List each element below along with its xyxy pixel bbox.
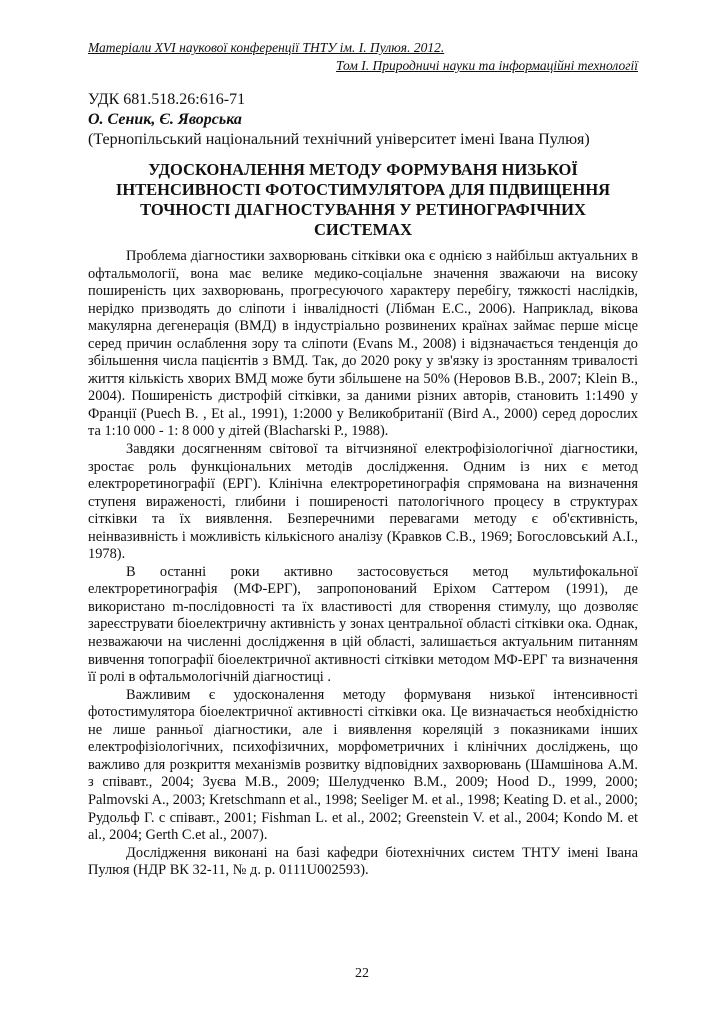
header-volume-line: Том І. Природничі науки та інформаційні технології	[335, 58, 638, 73]
running-header	[88, 40, 638, 74]
paragraph: В останні роки активно застосовується метод мультифокальної електроретинографія (МФ-ЕРГ), запропонований Еріхом Саттером (1991), де використано m-послідовності та їх властивості для створення стимулу, що дозволяє зареєструвати біоелектричну активність у зонах центральної області сітківки ока. Однак, незважаючи на численні дослідження в цій області, залишається актуальним питанням вивчення топографії біоелектричної активності сітківки методом МФ-ЕРГ та визначення її ролі в офтальмологічній діагностиці .	[88, 563, 638, 686]
authors: О. Сеник, Є. Яворська	[88, 111, 242, 128]
paragraph: Завдяки досягненням світової та вітчизняної електрофізіологічної діагностики, зростає роль функціональних методів дослідження. Одним із них є метод електроретинографії (ЕРГ). Клінічна електроретинографія спрямована на визначення ступеня вираженості, глибини і поширеності патологічного процесу в структурах сітківки та їх виявлення. Безперечними перевагами методу є об'єктивність, неінвазивність і можливість кількісного аналізу (Кравков С.В., 1969; Богословський А.І., 1978).	[88, 441, 638, 563]
article-meta	[88, 90, 638, 150]
header-conference-line: Матеріали XVI наукової конференції ТНТУ ім. І. Пулюя. 2012.	[88, 40, 445, 55]
article-body	[88, 248, 638, 880]
affiliation: (Тернопільський національний технічний університет імені Івана Пулюя)	[88, 131, 590, 148]
page-number: 22	[355, 966, 369, 981]
paragraph: Проблема діагностики захворювань сітківки ока є однією з найбільш актуальних в офтальмології, вона має велике медико-соціальне значення зважаючи на високу поширеність цих захворювань, прогресуючого характеру перебігу, тяжкості наслідків, нерідко призводять до сліпоти і інвалідності (Лібман Е.С., 2006). Наприклад, вікова макулярна дегенерація (ВМД) в індустріально розвинених країнах займає перше місце серед причин ослаблення зору та сліпоти (Evans M., 2008) і відзначається тенденція до збільшення числа пацієнтів з ВМД. Так, до 2020 року у зв'язку із зростанням тривалості життя кількість хворих ВМД може бути збільшене на 50% (Неровов В.В., 2007; Klein B., 2004). Поширеність дистрофій сітківки, за даними різних авторів, становить 1:1490 у Франції (Puech B. , Et al., 1991), 1:2000 у Великобританії (Bird A., 2000) серед дорослих та 1:10 000 - 1: 8 000 у дітей (Blacharski P., 1988).	[88, 248, 638, 440]
paragraph: Важливим є удосконалення методу формуваня низької інтенсивності фотостимулятора біоелектричної активності сітківки ока. Це визначається необхідністю не лише ранньої діагностики, але і виявлення кореляцій з показниками інших електрофізіологічних, психофізичних, морфометричних і клінічних досліджень, що важливо для розкриття механізмів розвитку відповідних захворювань (Шамшінова А.М. з співавт., 2004; Зуєва М.В., 2009; Шелудченко В.М., 2009; Hood D., 1999, 2000; Palmovski A., 2003; Kretschmann et al., 1998; Seeliger M. et al., 1998; Keating D. et al., 2000; Рудольф Г. с співавт., 2001; Fishman L. et al., 2002; Greenstein V. et al., 2004; Kondo M. et al., 2004; Gerth C.et al., 2007).	[88, 686, 638, 844]
article-title: УДОСКОНАЛЕННЯ МЕТОДУ ФОРМУВАНЯ НИЗЬКОЇ ІНТЕНСИВНОСТІ ФОТОСТИМУЛЯТОРА ДЛЯ ПІДВИЩЕННЯ ТОЧНОСТІ ДІАГНОСТУВАННЯ У РЕТИНОГРАФІЧНИХ СИСТЕМАХ	[115, 160, 611, 239]
udk-code: УДК 681.518.26:616-71	[88, 91, 246, 108]
paragraph: Дослідження виконані на базі кафедри біотехнічних систем ТНТУ імені Івана Пулюя (НДР ВК 32-11, № д. р. 0111U002593).	[88, 844, 638, 879]
